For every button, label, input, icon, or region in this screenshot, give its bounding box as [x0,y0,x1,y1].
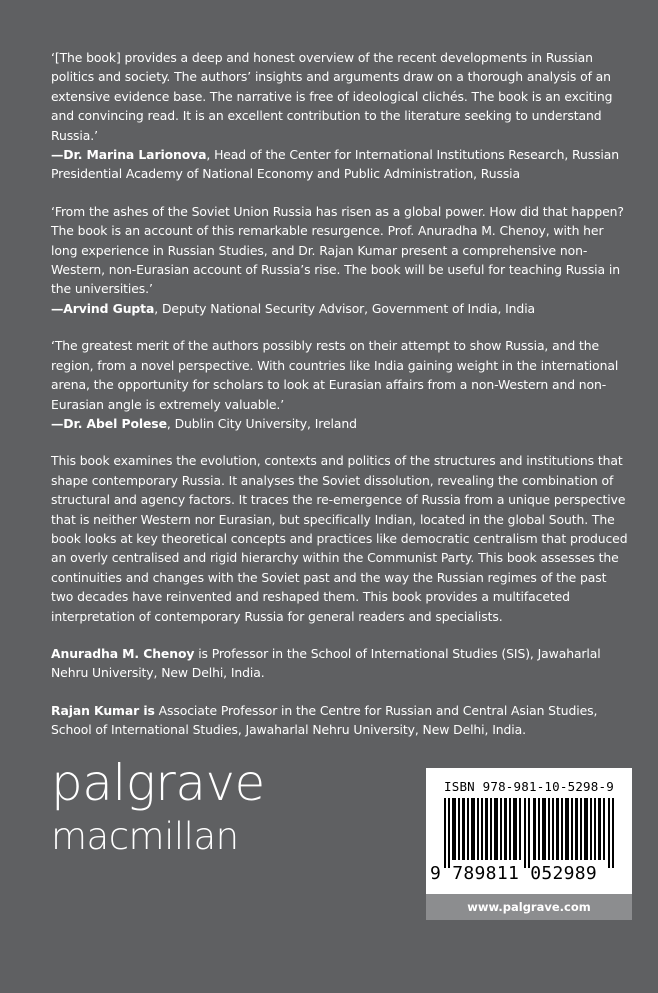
endorsement-1 [51,48,631,184]
endorser-affiliation: , Deputy National Security Advisor, Government of India, India [154,300,536,316]
endorser-affiliation: , Head of the Center for International Institutions Research, Russian Presidential Academy of National Economy and Public Administration, Russia [51,147,620,182]
author-bio-text: is Professor in the School of International Studies (SIS), Jawaharlal Nehru University, New Delhi, India. [51,645,601,681]
author-bio-2 [51,701,631,740]
publisher-logo [51,754,281,858]
endorsement-quote: ‘From the ashes of the Soviet Union Russia has risen as a global power. How did that happen? The book is an account of this remarkable resurgence. Prof. Anuradha M. Chenoy, with her long experience in Russian Studies, and Dr. Rajan Kumar present a comprehensive non-Western, non-Eurasian account of Russia’s rise. The book will be useful for teaching Russia in the universities.’ [51,203,624,297]
author-bio-1 [51,644,631,683]
book-description: This book examines the evolution, contexts and politics of the structures and institutions that shape contemporary Russia. It analyses the Soviet dissolution, revealing the combination of structural and agency factors. It traces the re-emergence of Russia from a unique perspective that is neither Western nor Eurasian, but specifically Indian, located in the global South. The book looks at key theoretical concepts and practices like democratic centralism that produced an overly centralised and rigid hierarchy within the Communist Party. This book assesses the continuities and changes with the Soviet past and the way the Russian regimes of the past two decades have reinvented and reshaped them. This book provides a multifaceted interpretation of contemporary Russia for general readers and specialists. [51,453,628,624]
barcode-panel [426,768,632,920]
author-name: Anuradha M. Chenoy [51,645,195,661]
barcode-digits: 9 789811 052989 [430,863,598,884]
endorser-name: —Dr. Marina Larionova [51,147,207,163]
endorsement-quote: ‘The greatest merit of the authors possibly rests on their attempt to show Russia, and the region, from a novel perspective. With countries like India gaining weight in the international arena, the opportunity for scholars to look at Eurasian affairs from a non-Western and non-Eurasian angle is extremely valuable.’ [51,338,619,412]
publisher-url: www.palgrave.com [426,894,632,920]
endorsement-quote: ‘[The book] provides a deep and honest overview of the recent developments in Russian politics and society. The authors’ insights and arguments draw on a thorough analysis of an extensive evidence base. The narrative is free of ideological clichés. The book is an exciting and convincing read. It is an excellent contribution to the literature seeking to understand Russia.’ [51,50,613,143]
endorser-affiliation: , Dublin City University, Ireland [166,415,357,431]
endorsement-attribution [51,414,631,433]
endorser-name: —Dr. Abel Polese [51,415,167,431]
publisher-logo-line2: macmillan [51,815,239,858]
endorser-name: —Arvind Gupta [51,300,155,316]
barcode-bars [444,798,616,868]
author-name: Rajan Kumar is [51,702,155,718]
endorsement-attribution [51,145,631,184]
endorsement-3 [51,336,631,433]
author-bio-text: Associate Professor in the Centre for Russian and Central Asian Studies, School of International Studies, Jawaharlal Nehru University, New Delhi, India. [51,702,598,738]
isbn-label: ISBN 978-981-10-5298-9 [444,779,614,794]
back-cover-text [51,48,631,758]
endorsement-attribution [51,299,631,318]
publisher-logo-line1: palgrave [51,754,265,812]
endorsement-2 [51,202,631,318]
